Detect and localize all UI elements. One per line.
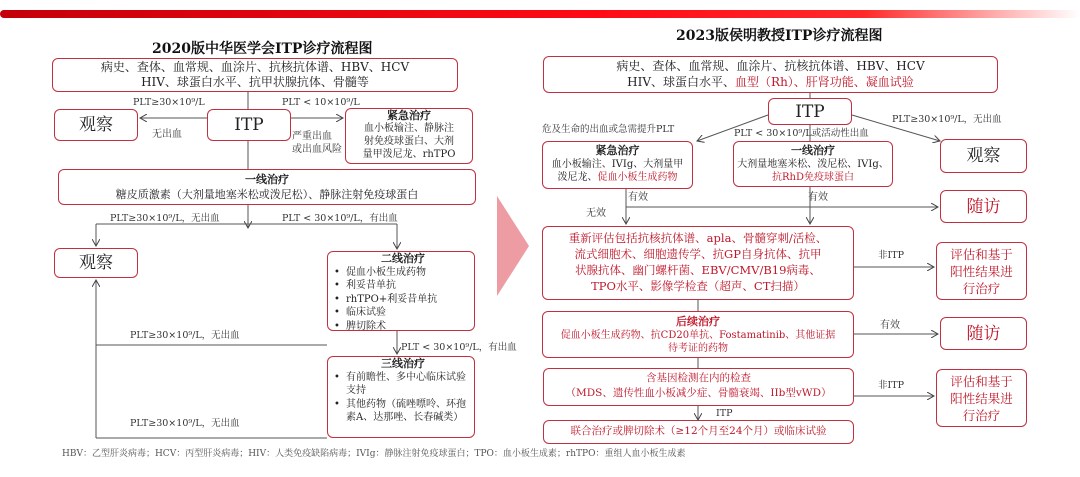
left-chart-title: 2020版中华医学会ITP诊疗流程图	[152, 41, 373, 57]
right-follow-up-box-2: 随访	[940, 317, 1027, 350]
eval-treat-line: 评估和基于	[950, 374, 1013, 389]
first-line-title: 一线治疗	[245, 173, 289, 186]
label-ge30-nobleed-c: PLT≥30×10⁹/L，无出血	[130, 418, 240, 429]
left-itp-box: ITP	[207, 109, 291, 141]
emergency-text: 泼尼龙、	[557, 172, 598, 183]
label-life-threatening: 危及生命的出血或急需提升PLT	[542, 124, 675, 135]
reassess-line: TPO水平、影像学检查（超声、CT扫描）	[591, 279, 805, 293]
third-line-item: • 其他药物（硫唑嘌呤、环孢素A、达那唑、长春碱类）	[332, 398, 474, 425]
emergency-line: 量甲泼尼龙、rhTPO	[362, 149, 456, 160]
right-combo-box: 联合治疗或脾切除术（≥12个月至24个月）或临床试验	[543, 420, 854, 444]
left-workup-line2: HIV、球蛋白水平、抗甲状腺抗体、骨髓等	[141, 75, 369, 89]
label-non-itp-2: 非ITP	[878, 380, 904, 391]
right-first-line-title: 一线治疗	[791, 144, 835, 157]
right-first-line-new-item: 抗RhD免疫球蛋白	[772, 172, 854, 183]
right-workup-line1: 病史、查体、血常规、血涂片、抗核抗体谱、HBV、HCV	[616, 59, 925, 73]
right-itp-box: ITP	[768, 98, 852, 125]
right-observe-box: 观察	[940, 139, 1027, 173]
label-plt-lt10: PLT < 10×10⁹/L	[282, 97, 360, 108]
first-line-text: 糖皮质激素（大剂量地塞米松或泼尼松）、静脉注射免疫球蛋白	[115, 188, 419, 201]
label-ineffective: 无效	[586, 208, 606, 219]
second-line-item: • 临床试验	[332, 306, 474, 320]
label-effective-1: 有效	[628, 192, 648, 203]
third-line-item: • 有前瞻性、多中心临床试验支持	[332, 371, 474, 398]
eval-treat-line: 评估和基于	[950, 247, 1013, 262]
label-lt30-bleed-a: PLT < 30×10⁹/L，有出血	[282, 213, 398, 224]
workup-text: HIV、球蛋白水平、	[627, 75, 736, 89]
reassess-line: 流式细胞术、细胞遗传学、抗GP自身抗体、抗甲	[574, 247, 822, 261]
right-chart-title: 2023版侯明教授ITP诊疗流程图	[676, 28, 883, 44]
label-ge30-nobleed-right: PLT≥30×10⁹/L，无出血	[892, 114, 1002, 125]
right-emergency-line1: 血小板输注、IVIg、大剂量甲	[551, 158, 684, 170]
second-line-item: • 促血小板生成药物	[332, 266, 474, 280]
second-line-item: • rhTPO+利妥昔单抗	[332, 293, 474, 307]
second-line-item: • 脾切除术	[332, 320, 474, 334]
label-lt30-bleed-b: PLT < 30×10⁹/L，有出血	[401, 342, 517, 353]
reassess-line: 状腺抗体、幽门螺杆菌、EBV/CMV/B19病毒、	[575, 263, 821, 277]
genetic-title: 含基因检测在内的检查	[646, 372, 751, 384]
genetic-line: （MDS、遗传性血小板减少症、骨髓衰竭、IIb型vWD）	[565, 387, 832, 399]
eval-treat-line: 行治疗	[962, 281, 1001, 296]
label-no-bleed: 无出血	[152, 129, 182, 140]
third-line-title: 三线治疗	[381, 357, 425, 370]
label-itp: ITP	[716, 408, 733, 419]
footnote: HBV：乙型肝炎病毒；HCV：丙型肝炎病毒；HIV：人类免疫缺陷病毒；IVIg：静脉注射免疫球蛋白；TPO：血小板生成素；rhTPO：重组人血小板生成素	[62, 449, 686, 459]
eval-treat-line: 阳性结果进	[950, 391, 1013, 406]
subsequent-line: 待考证的药物	[668, 343, 728, 354]
emergency-title: 紧急治疗	[387, 109, 431, 122]
emergency-new-item: 促血小板生成药物	[597, 172, 678, 183]
label-effective-2: 有效	[808, 192, 828, 203]
second-line-item: • 利妥昔单抗	[332, 279, 474, 293]
emergency-line: 血小板输注、静脉注	[364, 123, 454, 134]
right-first-line-line1: 大剂量地塞米松、泼尼松、IVIg、	[737, 158, 889, 170]
label-severe-line1: 严重出血	[292, 131, 332, 142]
eval-treat-line: 阳性结果进	[950, 264, 1013, 279]
subsequent-line: 促血小板生成药物、抗CD20单抗、Fostamatinib、其他证据	[560, 329, 836, 341]
label-lt30-active: PLT < 30×10⁹/L或活动性出血	[734, 128, 869, 139]
eval-treat-line: 行治疗	[962, 408, 1001, 423]
left-workup-line1: 病史、查体、血常规、血涂片、抗核抗体谱、HBV、HCV	[100, 60, 410, 74]
right-emergency-title: 紧急治疗	[595, 144, 640, 157]
second-line-title: 二线治疗	[381, 252, 425, 265]
label-ge30-nobleed-b: PLT≥30×10⁹/L，无出血	[130, 330, 240, 341]
label-ge30-nobleed-a: PLT≥30×10⁹/L，无出血	[110, 213, 220, 224]
left-observe-box-1: 观察	[54, 109, 138, 141]
label-severe-line2: 或出血风险	[292, 144, 342, 155]
emergency-line: 射免疫球蛋白、大剂	[364, 136, 454, 147]
workup-new-items: 血型（Rh）、肝肾功能、凝血试验	[735, 75, 914, 89]
label-plt-ge30: PLT≥30×10⁹/L	[133, 97, 205, 108]
right-follow-up-box-1: 随访	[940, 190, 1027, 223]
label-effective-3: 有效	[880, 320, 900, 331]
left-observe-box-2: 观察	[54, 248, 138, 278]
subsequent-title: 后续治疗	[676, 315, 720, 328]
reassess-line: 重新评估包括抗核抗体谱、apla、骨髓穿刺/活检、	[568, 231, 828, 245]
label-non-itp-1: 非ITP	[878, 250, 904, 261]
